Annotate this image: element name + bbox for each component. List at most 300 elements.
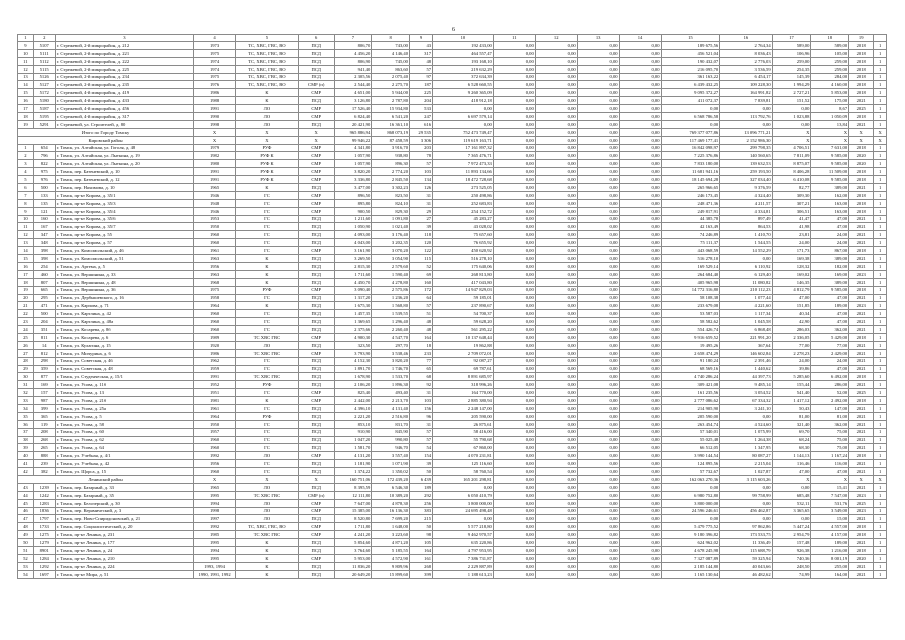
table-cell: 561 295,22 (433, 326, 494, 334)
table-cell: 1 (874, 349, 887, 357)
table-cell: ЛО (236, 120, 299, 128)
table-cell: 1980 (194, 160, 236, 168)
table-cell: СМР (298, 349, 334, 357)
table-cell: 254 (33, 262, 55, 270)
table-cell: 910,90 (334, 428, 372, 436)
table-cell: 1836 (33, 507, 55, 515)
table-cell: 1 678,90 (334, 373, 372, 381)
table-cell: 3 090,40 (334, 286, 372, 294)
table-cell: ПСД (298, 262, 334, 270)
section-cell: 3 115 603,26 (720, 475, 772, 483)
table-cell: 3 269,50 (334, 255, 372, 263)
table-cell: 65 (409, 365, 432, 373)
table-cell: 248 471,36 (661, 199, 720, 207)
table-cell: 3 070,20 (372, 247, 410, 255)
table-cell: СМР (298, 389, 334, 397)
table-cell: 250 498,86 (433, 191, 494, 199)
table-cell: 2 709 072,01 (433, 349, 494, 357)
table-cell: 2018 (849, 333, 874, 341)
column-number: 11 (493, 35, 535, 42)
column-number: 1 (18, 35, 34, 42)
table-cell: К (236, 270, 299, 278)
table-cell: 6 410,08 (772, 176, 811, 184)
table-cell: 0,00 (720, 515, 772, 523)
table-row (18, 231, 887, 239)
table-cell: г. Томск, ул. Учебная, д. 42 (55, 460, 193, 468)
table-cell: 5 853,00 (811, 89, 849, 97)
table-cell: 1 544,55 (720, 239, 772, 247)
table-cell: 161 235,56 (661, 389, 720, 397)
table-cell: 57 (409, 428, 432, 436)
table-cell: 1 296,40 (372, 318, 410, 326)
table-cell: 54 700,37 (433, 310, 494, 318)
table-cell: 4 706,51 (772, 144, 811, 152)
table-cell: 1 410,70 (720, 231, 772, 239)
table-row (18, 223, 887, 231)
table-cell: 0,00 (535, 341, 577, 349)
table-cell: 4 160,00 (811, 81, 849, 89)
table-cell: 926,38 (772, 547, 811, 555)
table-cell: 126 (409, 184, 432, 192)
table-cell: г. Томск, ул. Щорса, д. 15 (55, 468, 193, 476)
table-cell: 190 432,07 (661, 57, 720, 65)
table-cell: 1 369,65 (334, 318, 372, 326)
table-cell: 0,00 (577, 42, 619, 50)
table-cell: 0,00 (577, 199, 619, 207)
table-cell: 33 (18, 397, 34, 405)
table-cell: 1 (874, 333, 887, 341)
table-cell: 5195 (33, 113, 55, 121)
table-cell: 1992 (194, 452, 236, 460)
table-cell: 1 (874, 42, 887, 50)
table-cell: 39 (409, 223, 432, 231)
table-cell: 0,00 (493, 365, 535, 373)
section-cell: Х (236, 136, 299, 144)
table-cell: 0,00 (535, 444, 577, 452)
section-cell: 0,00 (493, 136, 535, 144)
table-cell: 146 602,84 (720, 349, 772, 357)
section-label: Кировский район (18, 136, 194, 144)
table-cell: 0,00 (433, 105, 494, 113)
table-cell: 1 057,90 (334, 160, 372, 168)
table-cell: 0,00 (577, 262, 619, 270)
table-cell: 46 (18, 507, 34, 515)
table-cell: 2023 (849, 302, 874, 310)
column-number: 7 (334, 35, 372, 42)
table-cell: 1 (874, 270, 887, 278)
table-cell: 0,00 (619, 554, 661, 562)
table-cell: 151,85 (772, 302, 811, 310)
table-cell: 9 585,00 (811, 176, 849, 184)
table-cell: 11 (18, 57, 34, 65)
table-cell: 9 095 372,27 (661, 89, 720, 97)
table-cell: 4 524,60 (720, 420, 772, 428)
table-cell: 189,00 (811, 539, 849, 547)
table-cell: 13 (18, 73, 34, 81)
table-cell: 2021 (849, 357, 874, 365)
table-cell: ТС ХВС ГВС (236, 349, 299, 357)
table-cell: ПСД (298, 223, 334, 231)
column-number: 9 (409, 35, 432, 42)
section-cell: 117 469 177,41 (661, 136, 720, 144)
table-cell: 47,00 (811, 223, 849, 231)
table-cell: К (236, 397, 299, 405)
table-cell: 4 871,20 (372, 539, 410, 547)
table-cell: 1 (874, 570, 887, 578)
table-cell: ГС (236, 191, 299, 199)
table-cell: 0,00 (493, 49, 535, 57)
table-cell: 0,00 (619, 341, 661, 349)
table-row (18, 278, 887, 286)
table-cell: 533 (409, 105, 432, 113)
table-cell: 1 (874, 207, 887, 215)
table-cell: 54 (18, 570, 34, 578)
table-cell: г. Томск, ул. Усова, д. 11б (55, 381, 193, 389)
table-cell: К (236, 554, 299, 562)
table-cell: 0,00 (493, 460, 535, 468)
table-cell: 0,00 (493, 120, 535, 128)
table-cell: 0,00 (535, 483, 577, 491)
table-cell: 398 (33, 255, 55, 263)
table-cell: ПСД (298, 255, 334, 263)
table-cell: СМР (298, 89, 334, 97)
table-cell: 34 (18, 404, 34, 412)
table-cell: 0,00 (577, 547, 619, 555)
table-cell: 19 (18, 120, 34, 128)
table-cell: 103 (409, 168, 432, 176)
table-cell: 268 (33, 436, 55, 444)
table-cell: 1 (874, 247, 887, 255)
table-cell: 42,90 (772, 318, 811, 326)
table-cell: 164 (409, 547, 432, 555)
table-cell: 1 (874, 444, 887, 452)
table-cell: 0,00 (493, 507, 535, 515)
table-cell: 1 (874, 97, 887, 105)
table-cell: г. Томск, ул. Комсомольский, д. 51 (55, 255, 193, 263)
table-cell: ТС, ХВС, ГВС, ВО (236, 57, 299, 65)
table-cell: 2018 (849, 42, 874, 50)
table-cell: 96 (409, 412, 432, 420)
table-cell: 1 590,40 (372, 270, 410, 278)
table-cell: 0,00 (619, 262, 661, 270)
column-number: 19 (849, 35, 874, 42)
table-cell: 383 (409, 507, 432, 515)
table-cell: 0,00 (535, 310, 577, 318)
table-cell: 1 711,80 (334, 523, 372, 531)
table-cell: 1242 (33, 491, 55, 499)
table-cell: 0,00 (535, 397, 577, 405)
table-cell: 24,00 (772, 357, 811, 365)
table-cell: 43 028,02 (433, 223, 494, 231)
table-cell: 105 (409, 539, 432, 547)
table-row (18, 191, 887, 199)
table-cell: 286,00 (811, 381, 849, 389)
table-cell: 264 684,40 (661, 270, 720, 278)
table-cell: ГС (236, 247, 299, 255)
table-cell: 1 317,20 (334, 294, 372, 302)
table-cell: 2 221,20 (334, 412, 372, 420)
table-cell: 0,00 (772, 105, 811, 113)
table-cell: 1960 (194, 310, 236, 318)
table-cell: 1959 (194, 365, 236, 373)
table-cell: 1 (874, 144, 887, 152)
table-cell: 2020 (849, 160, 874, 168)
table-cell: 1 (874, 389, 887, 397)
table-cell: К (236, 97, 299, 105)
table-cell: 0,00 (493, 468, 535, 476)
table-cell: 3 538,46 (372, 349, 410, 357)
table-cell: 1 (874, 373, 887, 381)
table-cell: ПСД (298, 444, 334, 452)
table-cell: 24 (18, 326, 34, 334)
table-cell: 66 512,05 (661, 444, 720, 452)
table-cell: 75,00 (811, 436, 849, 444)
table-row (18, 341, 887, 349)
table-cell: 0,00 (535, 381, 577, 389)
table-cell: 0,00 (493, 554, 535, 562)
table-cell: 0,00 (619, 491, 661, 499)
table-cell: 0,00 (535, 389, 577, 397)
table-cell: г. Стрежевой, 4-й микрорайон, д. 317 (55, 113, 193, 121)
table-cell: СМР (298, 113, 334, 121)
table-cell: 23,81 (772, 231, 811, 239)
table-cell: 589,00 (772, 42, 811, 50)
table-cell: ГС (236, 326, 299, 334)
table-cell: ПСД (298, 310, 334, 318)
section-cell: 119 619 163,71 (433, 136, 494, 144)
table-cell: 0,00 (619, 412, 661, 420)
table-cell: 233 679,08 (661, 302, 720, 310)
table-cell: 0,00 (535, 420, 577, 428)
table-cell: 19 (18, 286, 34, 294)
table-cell: 75,00 (811, 428, 849, 436)
table-cell: г. Томск, пр-кт Кирова, д. 55 (55, 231, 193, 239)
table-cell: 16 (18, 97, 34, 105)
table-cell: г. Томск, пер. Керамический, д. 3 (55, 507, 193, 515)
table-cell: 97 (409, 73, 432, 81)
table-cell: 0,00 (493, 113, 535, 121)
table-cell: 26 875,61 (433, 420, 494, 428)
table-cell: ТС, ХВС, ГВС, ВО (236, 73, 299, 81)
table-cell: 7 386 731,87 (433, 554, 494, 562)
table-cell: 6 454,17 (720, 73, 772, 81)
table-row (18, 286, 887, 294)
table-row (18, 89, 887, 97)
table-cell: 1 711,60 (334, 270, 372, 278)
table-cell: 0,00 (493, 207, 535, 215)
table-cell: 2018 (849, 373, 874, 381)
section-total-row (18, 475, 887, 483)
table-cell: 30 (18, 373, 34, 381)
table-cell: г. Томск, ул. Комсомольский, д. 46 (55, 247, 193, 255)
table-cell: ГС (236, 420, 299, 428)
table-cell: 1975 (194, 49, 236, 57)
table-cell: 0,00 (577, 357, 619, 365)
table-cell: г. Стрежевой, 2-й микрорайон, д. 235 (55, 81, 193, 89)
table-cell: 0,00 (535, 468, 577, 476)
table-cell: 67 334,32 (720, 397, 772, 405)
table-cell: 116,46 (772, 460, 811, 468)
table-cell: 0,00 (493, 404, 535, 412)
table-cell: г. Томск, пр-кт Кирова, д. 35/6 (55, 215, 193, 223)
table-cell: 58 108,38 (661, 294, 720, 302)
table-cell: 0,00 (535, 499, 577, 507)
table-cell: 5172 (33, 89, 55, 97)
table-cell: 382 (33, 468, 55, 476)
table-cell: 76 655,92 (433, 239, 494, 247)
table-cell: ТС ХВС ГВС (236, 491, 299, 499)
table-cell: 8 891 685,97 (433, 373, 494, 381)
section-cell: 99 946,22 (334, 136, 372, 144)
table-cell: 1 (874, 105, 887, 113)
table-cell: 1965 (194, 184, 236, 192)
table-cell: 5291 (33, 120, 55, 128)
table-cell: 1 (874, 176, 887, 184)
table-row (18, 326, 887, 334)
table-cell: 0,00 (493, 152, 535, 160)
table-row (18, 152, 887, 160)
table-cell: 0,00 (772, 483, 811, 491)
table-cell: 1 533,70 (372, 373, 410, 381)
table-cell: 145,39 (772, 73, 811, 81)
table-cell: 47,00 (811, 310, 849, 318)
table-cell: 743,00 (372, 42, 410, 50)
table-cell: г. Томск, ул. Усова, д. 64 (55, 444, 193, 452)
table-cell: ПСД (298, 515, 334, 523)
table-cell: 12 (18, 65, 34, 73)
table-cell: 11 336,49 (720, 539, 772, 547)
table-cell: 44 385,78 (661, 215, 720, 223)
table-cell: 44 (18, 491, 34, 499)
table-cell: 0,00 (577, 404, 619, 412)
table-cell: 9 376,59 (720, 184, 772, 192)
table-cell: 24,00 (811, 231, 849, 239)
table-cell: 2 (18, 152, 34, 160)
table-cell: 0,00 (577, 389, 619, 397)
table-cell: К (236, 278, 299, 286)
section-total-row (18, 136, 887, 144)
table-cell: 0,00 (661, 105, 720, 113)
table-cell: 8 406,28 (772, 168, 811, 176)
table-cell: г. Томск, пер. Базарный, д. 35 (55, 491, 193, 499)
table-cell: 0,00 (619, 207, 661, 215)
table-cell: 47 (18, 515, 34, 523)
table-cell: 17 526,40 (334, 105, 372, 113)
table-cell: 1 071,90 (372, 460, 410, 468)
table-cell: 1 (874, 460, 887, 468)
table-cell: 0,00 (577, 531, 619, 539)
table-cell: 42 163,49 (661, 223, 720, 231)
table-cell: 864,53 (720, 223, 772, 231)
table-cell: 116,00 (811, 460, 849, 468)
table-cell: 0,00 (619, 318, 661, 326)
table-cell: 1 374,22 (334, 468, 372, 476)
table-cell: ПСД (298, 302, 334, 310)
table-cell: 5112 (33, 57, 55, 65)
table-row (18, 199, 887, 207)
table-cell: 0,00 (577, 468, 619, 476)
table-cell: г. Томск, пр-кт Ленина, д. 231 (55, 531, 193, 539)
table-cell: ПСД (298, 231, 334, 239)
table-cell: ЛО (236, 113, 299, 121)
table-cell: 2 764,34 (720, 42, 772, 50)
table-cell: 1975 (194, 286, 236, 294)
table-cell: 2021 (849, 255, 874, 263)
table-cell: 2021 (849, 239, 874, 247)
table-cell: 0,00 (619, 436, 661, 444)
table-cell: К (236, 89, 299, 97)
table-cell: 259,00 (772, 57, 811, 65)
table-cell: 1960 (194, 326, 236, 334)
table-cell: 205 590,00 (661, 412, 720, 420)
table-cell: 8 001,19 (811, 554, 849, 562)
table-cell: 41 (18, 460, 34, 468)
table-cell: 1986 (194, 349, 236, 357)
table-cell: 0,00 (493, 302, 535, 310)
table-cell: 5 429,00 (811, 333, 849, 341)
table-cell: 5126 (33, 73, 55, 81)
table-cell: 0,00 (493, 397, 535, 405)
table-cell: 1 023,88 (772, 113, 811, 121)
table-cell: 2021 (849, 562, 874, 570)
table-cell: 58 416,00 (433, 428, 494, 436)
table-cell: 1 347,95 (720, 444, 772, 452)
table-cell: РУФ (236, 144, 299, 152)
table-cell: 77,00 (772, 341, 811, 349)
table-cell: г. Томск, ул. Мичурина, д. 6 (55, 349, 193, 357)
table-cell: 11 080,82 (720, 278, 772, 286)
table-cell: 1991 (194, 373, 236, 381)
table-cell: 0,00 (535, 215, 577, 223)
table-cell: 52 (409, 262, 432, 270)
table-cell: 175 640,06 (433, 262, 494, 270)
table-cell: 57 (409, 160, 432, 168)
table-cell: СМР (298, 531, 334, 539)
table-cell: 0,00 (577, 65, 619, 73)
table-cell: 1 (874, 523, 887, 531)
table-cell: 1 (874, 404, 887, 412)
table-cell: г. Стрежевой, 2-й микрорайон, д. 225 (55, 65, 193, 73)
table-cell: 0,00 (493, 420, 535, 428)
table-cell: 0,00 (493, 160, 535, 168)
table-cell: ЛО (236, 105, 299, 113)
table-cell: 2021 (849, 318, 874, 326)
table-cell: 1 188 613,23 (433, 570, 494, 578)
table-cell: 0,00 (535, 357, 577, 365)
table-cell: 0,00 (619, 42, 661, 50)
table-cell: 57 (409, 436, 432, 444)
table-cell: 1974 (194, 57, 236, 65)
table-cell: ПСД (298, 436, 334, 444)
table-cell: 2018 (849, 191, 874, 199)
column-number: 8 (372, 35, 410, 42)
table-cell: СМР (298, 207, 334, 215)
section-cell: Х (194, 475, 236, 483)
table-cell: 1 (874, 262, 887, 270)
section-cell: 0,00 (493, 128, 535, 136)
table-row (18, 554, 887, 562)
table-cell: 2 516,80 (372, 412, 410, 420)
table-cell: 3 549,00 (811, 507, 849, 515)
table-cell: 411 072,37 (661, 97, 720, 105)
table-cell: 1963 (194, 270, 236, 278)
table-cell: 327 034,40 (720, 176, 772, 184)
table-cell: СМР (298, 523, 334, 531)
table-cell: 0,00 (535, 207, 577, 215)
table-cell: 0,00 (493, 81, 535, 89)
table-cell: ПСД (298, 65, 334, 73)
table-cell: 6 129,40 (720, 270, 772, 278)
